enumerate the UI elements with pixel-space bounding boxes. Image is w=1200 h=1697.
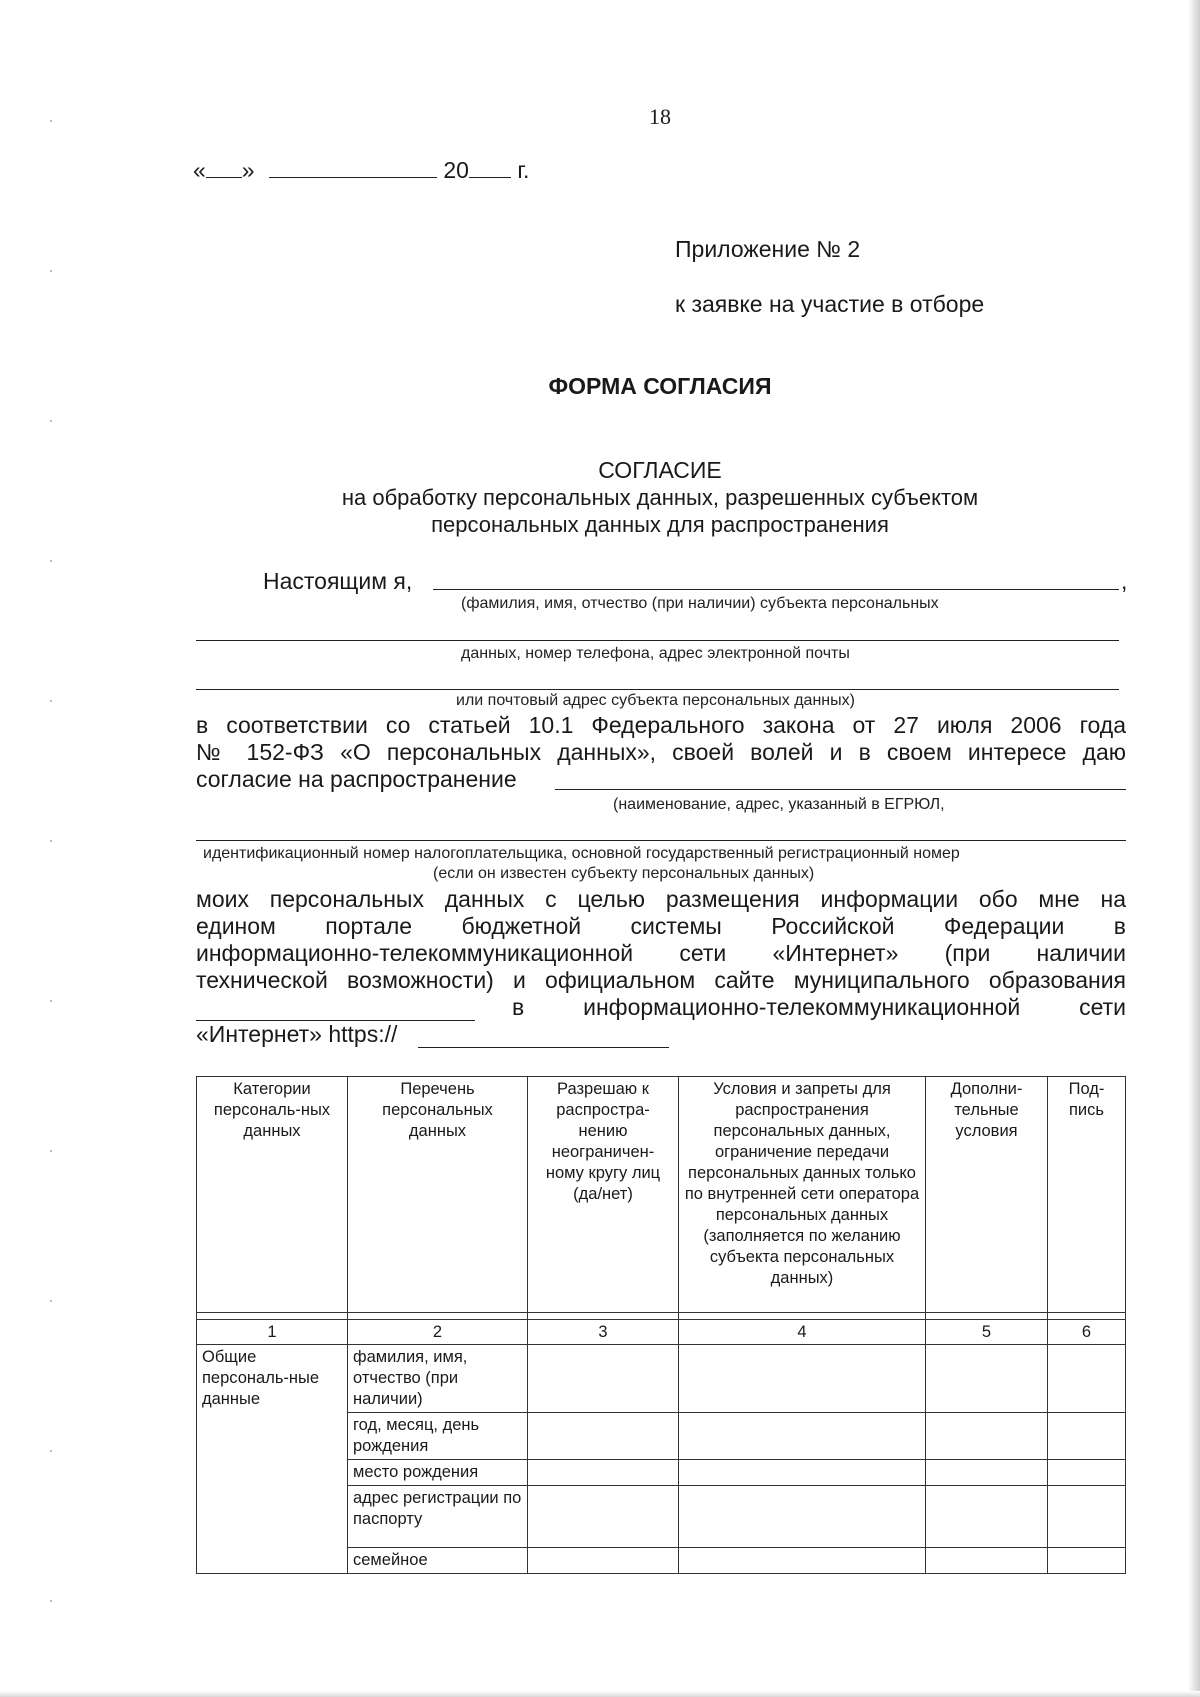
- purpose-line-2: едином портале бюджетной системы Российской Федерации в: [196, 913, 1126, 939]
- conditions-cell[interactable]: [679, 1345, 926, 1413]
- data-item-cell: фамилия, имя, отчество (при наличии): [348, 1345, 528, 1413]
- additional-cell[interactable]: [926, 1460, 1048, 1486]
- law-line-3: согласие на распространение: [196, 766, 517, 792]
- column-number: 6: [1048, 1320, 1126, 1345]
- column-number: 2: [348, 1320, 528, 1345]
- conditions-cell[interactable]: [679, 1548, 926, 1574]
- subject-name-line: [433, 589, 1119, 590]
- operator-name-line: [555, 789, 1126, 790]
- law-line-1: в соответствии со статьей 10.1 Федерального закона от 27 июля 2006 года: [196, 712, 1126, 738]
- paragraph-law: [196, 712, 1126, 793]
- consent-title: СОГЛАСИЕ: [598, 457, 722, 483]
- data-item-cell: семейное: [348, 1548, 528, 1574]
- paragraph-purpose: [196, 886, 1126, 994]
- permission-cell[interactable]: [528, 1460, 679, 1486]
- operator-line-2: [196, 840, 1126, 841]
- date-line: [193, 157, 529, 184]
- website-line: [418, 1047, 669, 1048]
- purpose-line-6: «Интернет» https://: [196, 1021, 398, 1047]
- form-title: ФОРМА СОГЛАСИЯ: [548, 373, 772, 399]
- header-permission: Разрешаю к распростра-нению неограничен-ному кругу лиц (да/нет): [528, 1077, 679, 1313]
- signature-cell[interactable]: [1048, 1548, 1126, 1574]
- date-open-quote: «: [193, 157, 206, 183]
- header-categories: Категории персональ-ных данных: [197, 1077, 348, 1313]
- subject-intro: Настоящим я,: [263, 568, 413, 594]
- purpose-line-5: в информационно-телекоммуникационной сети: [512, 994, 1126, 1020]
- table-header-row: [197, 1077, 1126, 1313]
- table-row: [197, 1345, 1126, 1413]
- permission-cell[interactable]: [528, 1413, 679, 1460]
- day-blank: [206, 157, 242, 178]
- data-item-cell: год, месяц, день рождения: [348, 1413, 528, 1460]
- month-blank: [269, 157, 437, 178]
- year-blank: [469, 157, 511, 178]
- page-right-edge: [1188, 0, 1200, 1697]
- purpose-line-1: моих персональных данных с целью размещения информации обо мне на: [196, 886, 1126, 912]
- table-number-row: [197, 1320, 1126, 1345]
- date-close-quote: »: [241, 157, 255, 183]
- signature-cell[interactable]: [1048, 1345, 1126, 1413]
- permission-cell[interactable]: [528, 1345, 679, 1413]
- page-bottom-edge: [0, 1691, 1200, 1697]
- subject-line-3: [196, 689, 1119, 690]
- column-number: 5: [926, 1320, 1048, 1345]
- additional-cell[interactable]: [926, 1486, 1048, 1548]
- appendix-title: Приложение № 2: [675, 236, 861, 262]
- consent-subtitle-line2: персональных данных для распространения: [431, 512, 889, 537]
- table-gap-row: [197, 1313, 1126, 1320]
- additional-cell[interactable]: [926, 1345, 1048, 1413]
- year-suffix: г.: [517, 157, 530, 183]
- header-signature: Под-пись: [1048, 1077, 1126, 1313]
- page-number: 18: [649, 104, 671, 129]
- operator-hint-2: идентификационный номер налогоплательщика, основной государственный регистрационный номер: [203, 845, 960, 862]
- appendix-subtitle: к заявке на участие в отборе: [675, 291, 985, 317]
- header-additional: Дополни-тельные условия: [926, 1077, 1048, 1313]
- signature-cell[interactable]: [1048, 1460, 1126, 1486]
- column-number: 3: [528, 1320, 679, 1345]
- operator-hint-1: (наименование, адрес, указанный в ЕГРЮЛ,: [613, 796, 945, 813]
- additional-cell[interactable]: [926, 1413, 1048, 1460]
- conditions-cell[interactable]: [679, 1413, 926, 1460]
- conditions-cell[interactable]: [679, 1486, 926, 1548]
- permission-cell[interactable]: [528, 1486, 679, 1548]
- category-cell: Общие персональ-ные данные: [197, 1345, 348, 1574]
- signature-cell[interactable]: [1048, 1486, 1126, 1548]
- year-prefix: 20: [443, 157, 469, 183]
- purpose-line-3: информационно-телекоммуникационной сети «Интернет» (при наличии: [196, 940, 1126, 966]
- law-line-2: № 152-ФЗ «О персональных данных», своей волей и в своем интересе даю: [196, 739, 1126, 765]
- purpose-line-4: технической возможности) и официальном сайте муниципального образования: [196, 967, 1126, 993]
- permission-cell[interactable]: [528, 1548, 679, 1574]
- subject-hint-1: (фамилия, имя, отчество (при наличии) субъекта персональных: [461, 595, 939, 612]
- operator-hint-3: (если он известен субъекту персональных данных): [433, 865, 815, 882]
- subject-hint-2: данных, номер телефона, адрес электронной почты: [461, 645, 850, 662]
- scan-specks: [0, 0, 80, 1697]
- consent-table: [196, 1076, 1126, 1574]
- subject-hint-3: или почтовый адрес субъекта персональных данных): [456, 692, 855, 709]
- data-item-cell: место рождения: [348, 1460, 528, 1486]
- data-item-cell: адрес регистрации по паспорту: [348, 1486, 528, 1548]
- consent-subtitle-line1: на обработку персональных данных, разрешенных субъектом: [341, 485, 979, 510]
- conditions-cell[interactable]: [679, 1460, 926, 1486]
- header-list: Перечень персональных данных: [348, 1077, 528, 1313]
- subject-comma: ,: [1121, 568, 1128, 594]
- column-number: 4: [679, 1320, 926, 1345]
- signature-cell[interactable]: [1048, 1413, 1126, 1460]
- subject-line-2: [196, 640, 1119, 641]
- additional-cell[interactable]: [926, 1548, 1048, 1574]
- header-conditions: Условия и запреты для распространения персональных данных, ограничение передачи персональных данных только по внутренней сети оператора персональных данных (заполняется по желанию субъекта персональных данных): [679, 1077, 926, 1313]
- column-number: 1: [197, 1320, 348, 1345]
